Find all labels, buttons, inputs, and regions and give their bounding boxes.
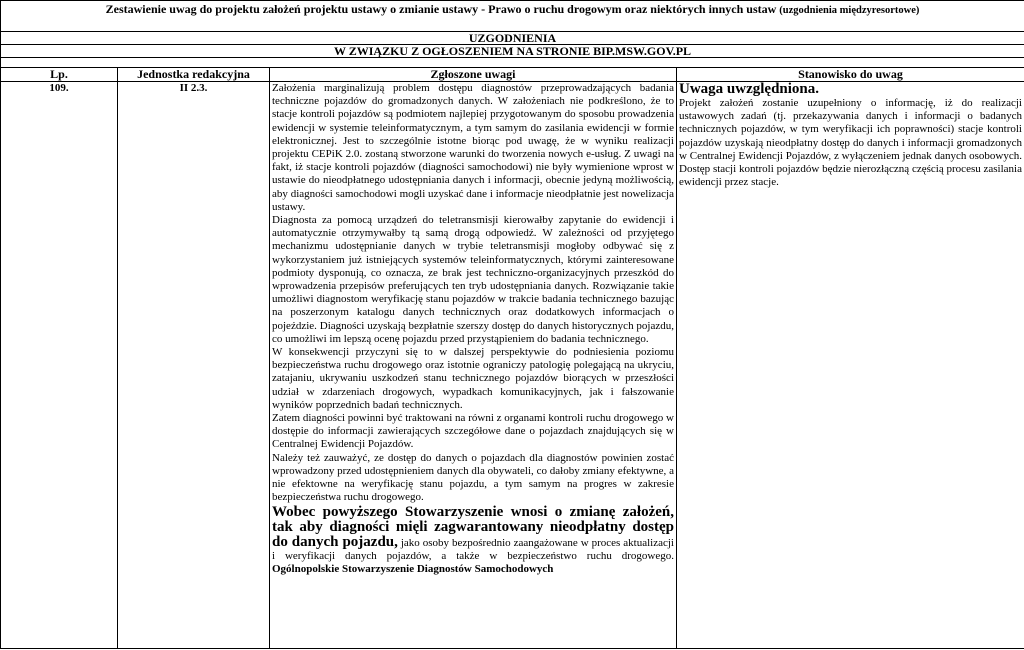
col-position: Stanowisko do uwag xyxy=(677,68,1024,82)
col-lp: Lp. xyxy=(1,68,118,82)
document-title xyxy=(1,1,1024,32)
table-row xyxy=(1,82,1024,649)
subtitle-uzgodnienia: UZGODNIENIA xyxy=(1,32,1024,45)
row-remarks xyxy=(270,82,677,649)
row-unit: II 2.3. xyxy=(118,82,270,649)
col-remarks: Zgłoszone uwagi xyxy=(270,68,677,82)
column-header-row xyxy=(1,68,1024,82)
subtitle-row-1 xyxy=(1,32,1024,45)
empty-row xyxy=(1,58,1024,68)
remark-paragraph-5: Należy też zauważyć, ze dostęp do danych o pojazdach dla diagnostów powinien zostać wprowadzony przed udostępnieniem danych dla obywateli, co dałoby zmiany efektywne, a nie efektowne na weryfikację stanu pojazdu, a tym samym na progres w zakresie bezpieczeństwa ruchu drogowego. xyxy=(272,451,674,504)
row-position xyxy=(677,82,1024,649)
subtitle-announcement: W ZWIĄZKU Z OGŁOSZENIEM NA STRONIE BIP.MSW.GOV.PL xyxy=(1,45,1024,58)
col-unit: Jednostka redakcyjna xyxy=(118,68,270,82)
remark-paragraph-1: Założenia marginalizują problem dostępu diagnostów przeprowadzających badania techniczne pojazdów do gromadzonych danych. W założeniach nie podkreślono, że to stacje kontroli pojazdów są podmiotem najlepiej przygotowanym do sposobu prowadzenia ewidencji w systemie teleinformatycznym, a tym samym do zasilania ewidencji w formie elektronicznej. Jest to szczególnie istotne biorąc pod uwagę, że w wyniku realizacji projektu CEPiK 2.0. zostaną stworzone warunki do tworzenia nowych e-usług. Z uwagi na fakt, iż stacje kontroli pojazdów (diagności samochodowi) nie były wymienione wprost w ustawie do nieodpłatnego udostępniania danych i informacji, obecnie jedyną możliwością, aby diagności samochodowi mogli uzyskać dane i informacje nieodpłatnie jest nowelizacja ustawy. xyxy=(272,82,674,213)
remark-demand-bold: Wobec powyższego Stowarzyszenie wnosi o zmianę założeń, tak aby diagności mięli zagwarantowany nieodpłatny dostęp do danych pojazdu, xyxy=(272,503,674,550)
remark-organization: Ogólnopolskie Stowarzyszenie Diagnostów Samochodowych xyxy=(272,563,554,576)
remark-paragraph-6 xyxy=(272,505,674,577)
empty-cell xyxy=(1,58,1024,68)
position-heading: Uwaga uwzględniona. xyxy=(679,81,820,97)
position-text: Projekt założeń zostanie uzupełniony o informację, iż do realizacji ustawowych zadań (tj. przekazywania danych i informacji o badanych technicznych pojazdów, w tym weryfikacji ich poprawności) stacje kontroli pojazdów uzyskają nieodpłatny dostęp do danych i informacji gromadzonych w Centralnej Ewidencji Pojazdów, z wyłączeniem jednak danych osobowych. Dostęp stacji kontroli pojazdów będzie nierozłączną częścią procesu zasilania ewidencji przez stacje. xyxy=(679,97,1022,189)
remark-paragraph-4: Zatem diagności powinni być traktowani na równi z organami kontroli ruchu drogowego w dostępie do informacji zawierających szczegółowe dane o pojazdach znajdujących się w Centralnej Ewidencji Pojazdów. xyxy=(272,412,674,451)
subtitle-row-2 xyxy=(1,45,1024,58)
remark-paragraph-3: W konsekwencji przyczyni się to w dalszej perspektywie do podniesienia poziomu bezpieczeństwa ruchu drogowego oraz istotnie ograniczy patologię polegającą na ukryciu, zatajaniu, ukrywaniu uszkodzeń stanu technicznego pojazdów biorących w przeszłości udział w zdarzeniach drogowych, wypadkach komunikacyjnych, jak i fałszowanie wyników poprzednich badań technicznych. xyxy=(272,346,674,411)
row-lp: 109. xyxy=(1,82,118,649)
title-row xyxy=(1,1,1024,32)
title-main: Zestawienie uwag do projektu założeń projektu ustawy o zmianie ustawy - Prawo o ruchu drogowym oraz niektórych innych ustaw xyxy=(105,2,777,16)
title-paren: (uzgodnienia międzyresortowe) xyxy=(779,5,920,16)
remark-paragraph-2: Diagnosta za pomocą urządzeń do teletransmisji kierowałby zapytanie do ewidencji i automatycznie otrzymywałby tą samą drogą odpowiedź. W zależności od przyjętego mechanizmu udostępnianie danych w trybie teletransmisji mogłoby odbywać się z wykorzystaniem już istniejących systemów teleinformatycznych, którymi zainteresowane podmioty dysponują, co oznacza, ze brak jest techniczno-organizacyjnych przeszkód do wprowadzenia przepisów preferujących ten tryb udostępniania danych. Rozwiązanie takie umożliwi diagnostom weryfikację stanu pojazdów w trakcie badania technicznego bazując na poszerzonym katalogu danych technicznych oraz dodatkowych informacjach o pojeździe. Diagności uzyskają bezpłatnie szerszy dostęp do danych historycznych pojazdu, co umożliwi im lepszą ocenę pojazdu przed przystąpieniem do badania technicznego. xyxy=(272,214,674,345)
remark-demand-rest: jako osoby bezpośrednio zaangażowane w proces aktualizacji i weryfikacji danych pojazdów, a także w bezpieczeństwo ruchu drogowego. xyxy=(272,536,674,563)
